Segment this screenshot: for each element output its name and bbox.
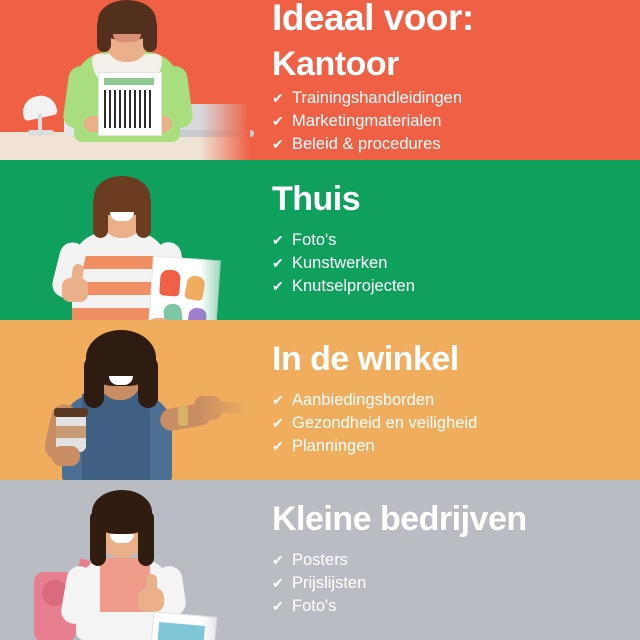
list-item: [272, 550, 624, 572]
content-bedrijven: [250, 480, 640, 640]
check-icon: ✔: [272, 437, 284, 454]
content-winkel: [250, 320, 640, 480]
list-item-label: Beleid & procedures: [292, 135, 441, 154]
list-item: [272, 276, 624, 298]
section-winkel: [0, 320, 640, 480]
list-item: [272, 88, 624, 110]
check-icon: ✔: [272, 551, 284, 568]
bullet-list-bedrijven: [272, 550, 624, 619]
photo-bedrijven: [0, 480, 250, 640]
check-icon: ✔: [272, 391, 284, 408]
section-title-winkel: In de winkel: [272, 340, 459, 379]
list-item-label: Prijslijsten: [292, 573, 367, 592]
list-item-label: Trainingshandleidingen: [292, 89, 463, 108]
section-kantoor: [0, 0, 640, 160]
check-icon: ✔: [272, 90, 284, 107]
list-item-label: Aanbiedingsborden: [292, 390, 435, 409]
list-item: [272, 134, 624, 156]
bullet-list-winkel: [272, 390, 624, 459]
page-title: Ideaal voor:: [272, 0, 474, 38]
bullet-list-kantoor: [272, 88, 624, 157]
list-item-label: Posters: [292, 550, 348, 569]
section-thuis: [0, 160, 640, 320]
list-item: [272, 111, 624, 133]
check-icon: ✔: [272, 254, 284, 271]
list-item: [272, 436, 624, 458]
check-icon: ✔: [272, 136, 284, 153]
list-item: [272, 413, 624, 435]
list-item-label: Kunstwerken: [292, 253, 388, 272]
check-icon: ✔: [272, 597, 284, 614]
list-item: [272, 253, 624, 275]
section-title-bedrijven: Kleine bedrijven: [272, 500, 527, 539]
list-item: [272, 390, 624, 412]
list-item: [272, 596, 624, 618]
list-item: [272, 573, 624, 595]
check-icon: ✔: [272, 574, 284, 591]
content-kantoor: [250, 0, 640, 160]
check-icon: ✔: [272, 113, 284, 130]
list-item-label: Foto's: [292, 596, 337, 615]
section-bedrijven: [0, 480, 640, 640]
check-icon: ✔: [272, 277, 284, 294]
check-icon: ✔: [272, 414, 284, 431]
section-title-thuis: Thuis: [272, 180, 361, 219]
check-icon: ✔: [272, 231, 284, 248]
list-item-label: Knutselprojecten: [292, 276, 415, 295]
photo-kantoor: [0, 0, 250, 160]
list-item: [272, 230, 624, 252]
content-thuis: [250, 160, 640, 320]
list-item-label: Gezondheid en veiligheid: [292, 413, 478, 432]
list-item-label: Planningen: [292, 436, 375, 455]
list-item-label: Foto's: [292, 230, 337, 249]
bullet-list-thuis: [272, 230, 624, 299]
section-title-kantoor: Kantoor: [272, 44, 399, 83]
photo-thuis: [0, 160, 250, 320]
list-item-label: Marketingmaterialen: [292, 112, 442, 131]
photo-winkel: [0, 320, 250, 480]
